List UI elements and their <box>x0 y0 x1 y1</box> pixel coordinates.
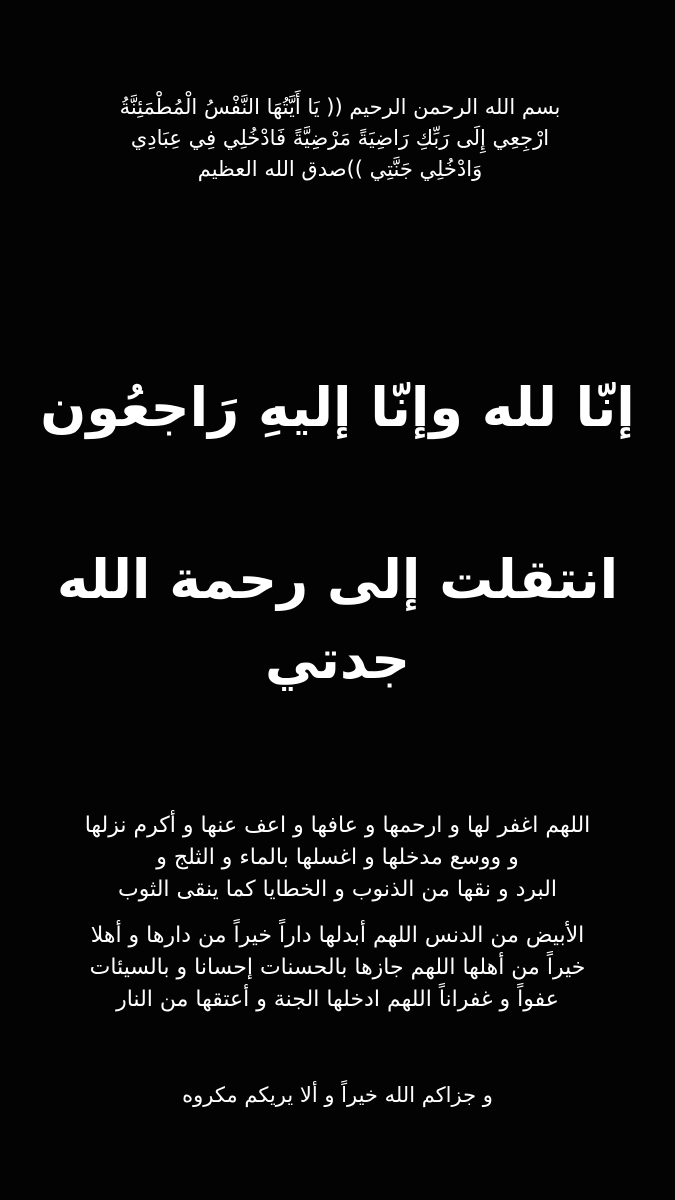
death-announcement <box>0 540 675 700</box>
prayer-line-1: اللهم اغفر لها و ارحمها و عافها و اعف عنها و أكرم نزلها <box>84 813 591 838</box>
prayer-line-3: البرد و نقها من الذنوب و الخطايا كما ينقى الثوب <box>117 877 557 902</box>
prayer-text <box>8 810 667 1016</box>
prayer-line-5: خيراً من أهلها اللهم جازها بالحسنات إحسانا و بالسيئات <box>89 955 586 980</box>
prayer-line-4: الأبيض من الدنس اللهم أبدلها داراً خيراً من دارها و أهلا <box>90 923 585 948</box>
announcement-line-2: جدتي <box>264 628 411 691</box>
verse-line-3: وَادْخُلِي جَنَّتِي ))صدق الله العظيم <box>197 157 483 181</box>
announcement-line-1: انتقلت إلى رحمة الله <box>56 548 619 611</box>
quran-verse <box>40 92 640 185</box>
prayer-line-6: عفواً و غفراناً اللهم ادخلها الجنة و أعتقها من النار <box>116 987 559 1012</box>
closing-line: و جزاكم الله خيراً و ألا يريكم مكروه <box>182 1083 493 1107</box>
paragraph-gap <box>8 906 667 920</box>
prayer-line-2: و ووسع مدخلها و اغسلها بالماء و الثلج و <box>156 845 519 870</box>
verse-line-2: ارْجِعِي إِلَى رَبِّكِ رَاضِيَةً مَرْضِيَّةً فَادْخُلِي فِي عِبَادِي <box>130 126 550 150</box>
verse-line-1: بسم الله الرحمن الرحيم (( يَا أَيَّتُهَا النَّفْسُ الْمُطْمَئِنَّةُ <box>119 95 561 119</box>
condolence-headline: إنّا لله وإنّا إليهِ رَاجعُون <box>40 376 635 439</box>
